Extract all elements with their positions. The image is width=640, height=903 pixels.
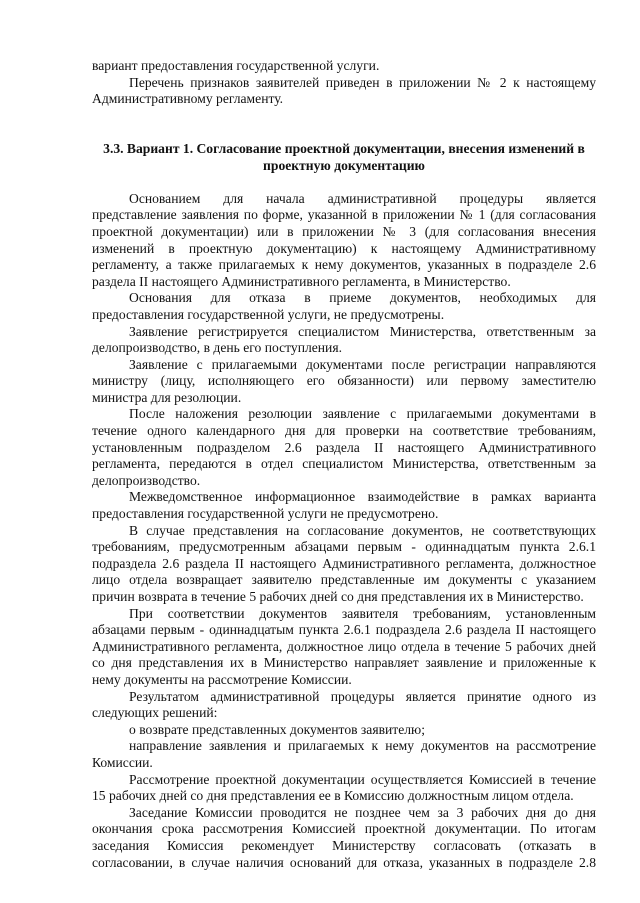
text-line: проектной документации) или в приложении № 3 (для согласования внесения — [92, 223, 596, 239]
text-line: министра для резолюции. — [92, 389, 242, 405]
text-line: делопроизводство, в день его поступления. — [92, 340, 342, 356]
text-line: При соответствии документов заявителя требованиям, установленным — [129, 605, 596, 621]
text-line: предоставления государственной услуги не предусмотрено. — [92, 506, 439, 522]
text-line: Межведомственное информационное взаимодействие в рамках варианта — [129, 489, 596, 505]
text-line: В случае представления на согласование документов, не соответствующих — [129, 522, 596, 538]
text-line: со дня представления их в Министерство направляет заявление и приложенные к — [92, 655, 596, 671]
text-line: Заседание Комиссии проводится не позднее чем за 3 рабочих дня до дня — [129, 804, 596, 820]
text-line: Результатом административной процедуры является принятие одного из — [129, 688, 596, 704]
text-line: Комиссии. — [92, 754, 153, 770]
text-line: окончания срока рассмотрения Комиссией проектной документации. По итогам — [92, 821, 596, 837]
document-body — [92, 58, 596, 871]
text-line: установленным подразделом 2.6 раздела II настоящего Административного — [92, 439, 596, 455]
blank-line — [92, 124, 596, 141]
blank-line — [92, 174, 596, 191]
text-line: течение одного календарного дня для проверки на соответствие требованиям, — [92, 423, 596, 439]
text-line: абзацами первым - одиннадцатым пункта 2.6.1 подраздела 2.6 раздела II настоящего — [92, 622, 596, 638]
text-line: После наложения резолюции заявление с прилагаемыми документами в — [129, 406, 596, 422]
text-line: следующих решений: — [92, 705, 218, 721]
section-heading-line: проектную документацию — [263, 157, 425, 173]
text-line: Основанием для начала административной процедуры является — [129, 190, 596, 206]
text-line: представление заявления по форме, указанной в приложении № 1 (для согласования — [92, 207, 596, 223]
text-line: министру (лицу, исполняющего его обязанности) или первому заместителю — [92, 373, 596, 389]
text-line: регламенту, а также прилагаемых к нему документов, указанных в подразделе 2.6 — [92, 257, 596, 273]
text-line: Административного регламента, должностное лицо отдела в течение 5 рабочих дней — [92, 638, 596, 654]
text-line: раздела II настоящего Административного регламента, в Министерство. — [92, 273, 511, 289]
text-line: лицо отдела возвращает заявителю представленные им документы с указанием — [92, 572, 596, 588]
text-line: изменений в проектную документацию) к настоящему Административному — [92, 240, 596, 256]
text-line: подраздела 2.6 раздела II настоящего Административного регламента, должностное — [92, 555, 596, 571]
text-line: направление заявления и прилагаемых к нему документов на рассмотрение — [129, 738, 596, 754]
text-line: Заявление регистрируется специалистом Министерства, ответственным за — [129, 323, 596, 339]
text-line: заседания Комиссия рекомендует Министерству согласовать (отказать в — [92, 837, 596, 853]
section-heading-line: 3.3. Вариант 1. Согласование проектной документации, внесения изменений в — [103, 140, 585, 156]
text-line: о возврате представленных документов заявителю; — [129, 721, 425, 737]
text-line: согласовании, в случае наличия оснований для отказа, указанных в подразделе 2.8 — [92, 854, 596, 870]
text-line: Рассмотрение проектной документации осуществляется Комиссией в течение — [129, 771, 596, 787]
text-line: Основания для отказа в приеме документов, необходимых для — [129, 290, 596, 306]
text-line: Заявление с прилагаемыми документами после регистрации направляются — [129, 356, 596, 372]
text-line: делопроизводство. — [92, 472, 201, 488]
text-line: нему документы на рассмотрение Комиссии. — [92, 671, 352, 687]
text-line: требованиям, предусмотренным абзацами первым - одиннадцатым пункта 2.6.1 — [92, 539, 596, 555]
text-line: вариант предоставления государственной услуги. — [92, 58, 380, 73]
text-line: Административному регламенту. — [92, 91, 284, 107]
blank-line — [92, 108, 596, 125]
text-line: регламента, передаются в отдел специалистом Министерства, ответственным за — [92, 456, 596, 472]
text-line: 15 рабочих дней со дня представления ее в Комиссию должностным лицом отдела. — [92, 788, 574, 804]
text-line: предоставления государственной услуги, не предусмотрены. — [92, 306, 445, 322]
text-line: причин возврата в течение 5 рабочих дней со дня представления их в Министерство. — [92, 589, 584, 604]
text-line: Перечень признаков заявителей приведен в приложении № 2 к настоящему — [129, 74, 596, 90]
